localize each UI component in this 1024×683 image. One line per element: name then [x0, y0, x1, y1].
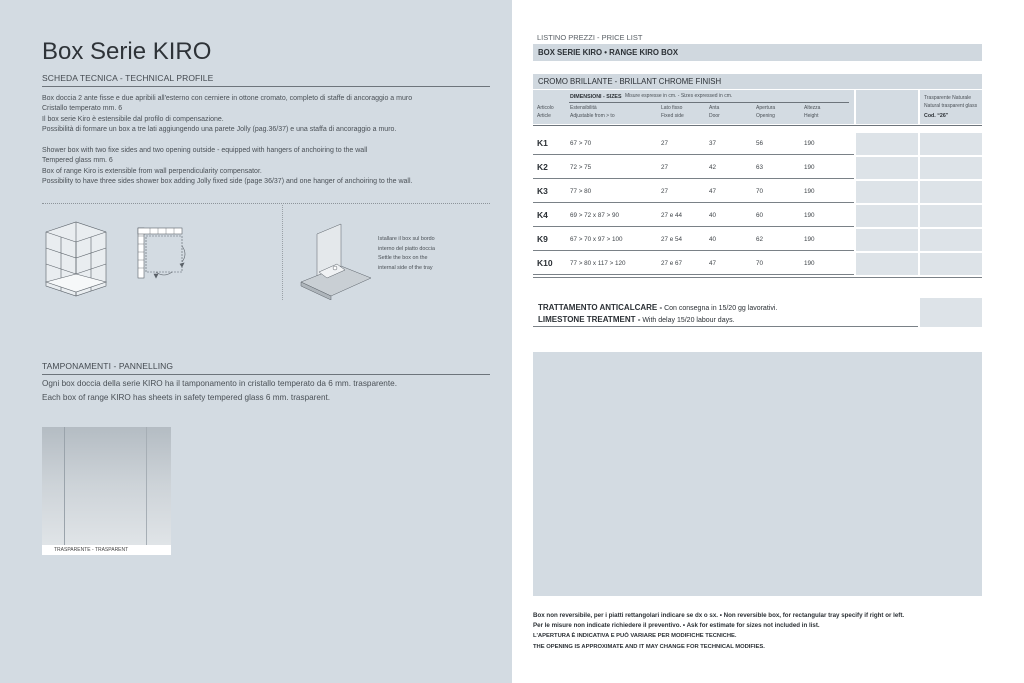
door-value: 40: [709, 212, 717, 219]
glass-caption: TRASPARENTE - TRASPARENT: [42, 545, 171, 555]
height-value: 190: [804, 140, 815, 147]
desc-line: Cristallo temperato mm. 6: [42, 105, 123, 113]
fixed-side-value: 27 e 54: [661, 236, 683, 243]
price-cell: [920, 157, 982, 179]
col-door-it: Anta: [709, 105, 720, 111]
article-code: K9: [537, 234, 548, 244]
dim-subtitle: Misure espresse in cm. - Sizes expressed in cm.: [625, 93, 733, 99]
col-fixed-en: Fixed side: [661, 112, 684, 119]
divider: [42, 374, 490, 375]
tray-install-drawing-icon: [297, 222, 375, 300]
price-cell: [920, 133, 982, 155]
col-door: [709, 105, 720, 120]
header-cell-empty: [856, 90, 918, 124]
height-value: 190: [804, 212, 815, 219]
desc-line: Box doccia 2 ante fisse e due apribili all'esterno con cerniere in ottone cromato, completo di staffe di ancoraggio a muro: [42, 95, 413, 102]
col-article-en: Article: [537, 112, 551, 119]
treatment-en-title: LIMESTONE TREATMENT -: [538, 314, 641, 324]
adjustable-value: 77 > 80 x 117 > 120: [570, 260, 626, 267]
col-height: [804, 105, 820, 120]
col-opening-it: Apertura: [756, 105, 776, 111]
article-code: K4: [537, 210, 548, 220]
price-cell: [920, 253, 982, 275]
fixed-side-value: 27 e 67: [661, 260, 683, 267]
col-height-en: Height: [804, 112, 819, 119]
table-bottom-rule: [533, 277, 982, 278]
install-note: [378, 235, 478, 273]
pannelling-en: Each box of range KIRO has sheets in safety tempered glass 6 mm. trasparent.: [42, 392, 331, 402]
row-rule: [533, 226, 854, 227]
row-rule: [533, 274, 854, 275]
price-cell: [856, 157, 918, 179]
limestone-treatment: [533, 298, 982, 327]
price-cell: [856, 253, 918, 275]
door-value: 37: [709, 140, 717, 147]
install-note-line: internal side of the tray: [378, 264, 433, 271]
table-row: [533, 181, 982, 204]
dim-title: DIMENSIONI - SIZES: [570, 94, 622, 100]
glass-type-label: [924, 95, 977, 110]
footer-line: Per le misure non indicate richiedere il preventivo. • Ask for estimate for sizes not included in list.: [533, 622, 820, 630]
finish-bar: CROMO BRILLANTE - BRILLANT CHROME FINISH: [533, 74, 982, 89]
desc-line: Possibility to have three sides shower box adding Jolly fixed side (page 36/37) and one hanger of anchoiring to the wall.: [42, 178, 413, 186]
install-note-line: Settle the box on the: [378, 255, 428, 262]
price-cell: [856, 229, 918, 251]
price-cell: [920, 229, 982, 251]
col-fixed-side: [661, 105, 684, 120]
opening-value: 60: [756, 212, 764, 219]
article-code: K2: [537, 162, 548, 172]
table-row: [533, 205, 982, 228]
price-cell: [920, 181, 982, 203]
col-opening-en: Opening: [756, 112, 775, 119]
pannelling-header: TAMPONAMENTI - PANNELLING: [42, 361, 174, 371]
description-italian: [42, 94, 482, 136]
price-cell: [920, 298, 982, 327]
opening-value: 70: [756, 260, 764, 267]
table-row: [533, 229, 982, 252]
glass-code: Cod. “26”: [924, 113, 949, 119]
col-height-it: Altezza: [804, 105, 821, 111]
table-row: [533, 157, 982, 180]
adjustable-value: 67 > 70 x 97 > 100: [570, 236, 623, 243]
row-rule: [533, 250, 854, 251]
glass-seam: [64, 427, 65, 545]
opening-value: 62: [756, 236, 764, 243]
fixed-side-value: 27: [661, 164, 669, 171]
col-adjustable-it: Estensibilità: [570, 105, 597, 111]
col-adjustable: [570, 105, 615, 120]
table-header: [533, 90, 982, 126]
footer-line: Box non reversibile, per i piatti rettangolari indicare se dx o sx. • Non reversible box, for rectangular tray specify if right or left.: [533, 612, 905, 619]
glass-seam: [146, 427, 147, 545]
description-english: [42, 146, 482, 188]
fixed-side-value: 27: [661, 140, 669, 147]
adjustable-value: 77 > 80: [570, 188, 592, 195]
header-rule: [569, 102, 849, 103]
shower-box-drawing-icon: [42, 218, 110, 298]
footer-line: THE OPENING IS APPROXIMATE AND IT MAY CHANGE FOR TECHNICAL MODIFIES.: [533, 643, 765, 650]
col-fixed-it: Lato fisso: [661, 105, 683, 111]
col-article: [537, 105, 554, 120]
page-title: Box Serie KIRO: [42, 38, 212, 65]
footer-notes: [533, 611, 1003, 652]
price-cell: [856, 181, 918, 203]
adjustable-value: 69 > 72 x 87 > 90: [570, 212, 620, 219]
adjustable-value: 72 > 75: [570, 164, 592, 171]
divider: [42, 86, 490, 87]
pannelling-it: Ogni box doccia della serie KIRO ha il tamponamento in cristallo temperato da 6 mm. trasparente.: [42, 379, 397, 388]
glass-sample-image: [42, 427, 171, 555]
opening-value: 56: [756, 140, 764, 147]
article-code: K10: [537, 258, 553, 268]
row-rule: [533, 154, 854, 155]
price-list-kicker: LISTINO PREZZI - PRICE LIST: [537, 33, 643, 42]
desc-line: Tempered glass mm. 6: [42, 157, 113, 165]
col-door-en: Door: [709, 112, 720, 119]
desc-line: Il box serie Kiro è estensibile dal profilo di compensazione.: [42, 115, 224, 123]
desc-line: Possibilità di formare un box a tre lati aggiungendo una parete Jolly (pag.36/37) e una staffa di ancoraggio a muro.: [42, 126, 397, 134]
price-cell: [920, 205, 982, 227]
install-note-line: interno del piatto doccia: [378, 245, 435, 252]
plan-view-drawing-icon: [136, 226, 192, 284]
treatment-en: [538, 315, 777, 327]
fixed-side-value: 27 e 44: [661, 212, 683, 219]
desc-line: Box of range Kiro is extensible from wall perpendicularity compensator.: [42, 167, 262, 175]
height-value: 190: [804, 188, 815, 195]
col-article-it: Articolo: [537, 105, 554, 111]
row-rule: [533, 202, 854, 203]
height-value: 190: [804, 164, 815, 171]
row-rule: [533, 326, 918, 327]
right-panel: [512, 0, 1024, 683]
technical-profile-header: SCHEDA TECNICA - TECHNICAL PROFILE: [42, 73, 214, 83]
height-value: 190: [804, 260, 815, 267]
price-cell: [856, 133, 918, 155]
door-value: 42: [709, 164, 717, 171]
opening-value: 63: [756, 164, 764, 171]
dotted-divider: [42, 203, 490, 204]
treatment-it: [538, 303, 777, 315]
pannelling-text: [42, 377, 482, 404]
height-value: 190: [804, 236, 815, 243]
door-value: 40: [709, 236, 717, 243]
header-bottom-rule: [533, 125, 982, 126]
treatment-en-note: With delay 15/20 labour days.: [640, 316, 735, 324]
empty-grey-panel: [533, 352, 982, 596]
col-adjustable-en: Adjustable from > to: [570, 112, 615, 119]
treatment-it-note: Con consegna in 15/20 gg lavorativi.: [662, 305, 778, 312]
price-cell: [856, 205, 918, 227]
col-opening: [756, 105, 775, 120]
vertical-divider: [282, 205, 283, 300]
fixed-side-value: 27: [661, 188, 669, 195]
glass-type-en: Natural trasparent glass: [924, 102, 978, 109]
article-code: K1: [537, 138, 548, 148]
opening-value: 70: [756, 188, 764, 195]
glass-type-it: Trasparente Naturale: [924, 95, 972, 101]
door-value: 47: [709, 188, 717, 195]
article-code: K3: [537, 186, 548, 196]
table-row: [533, 253, 982, 276]
door-value: 47: [709, 260, 717, 267]
treatment-it-title: TRATTAMENTO ANTICALCARE -: [538, 303, 663, 312]
treatment-text: [538, 303, 777, 326]
table-row: [533, 133, 982, 156]
adjustable-value: 67 > 70: [570, 140, 592, 147]
install-note-line: Istallare il box sul bordo: [378, 236, 435, 242]
row-rule: [533, 178, 854, 179]
desc-line: Shower box with two fixe sides and two opening outside - equipped with hangers of anchoiring to the wall: [42, 147, 368, 154]
range-bar: BOX SERIE KIRO • RANGE KIRO BOX: [533, 44, 982, 61]
footer-line: L'APERTURA È INDICATIVA E PUÒ VARIARE PER MODIFICHE TECNICHE.: [533, 633, 737, 640]
